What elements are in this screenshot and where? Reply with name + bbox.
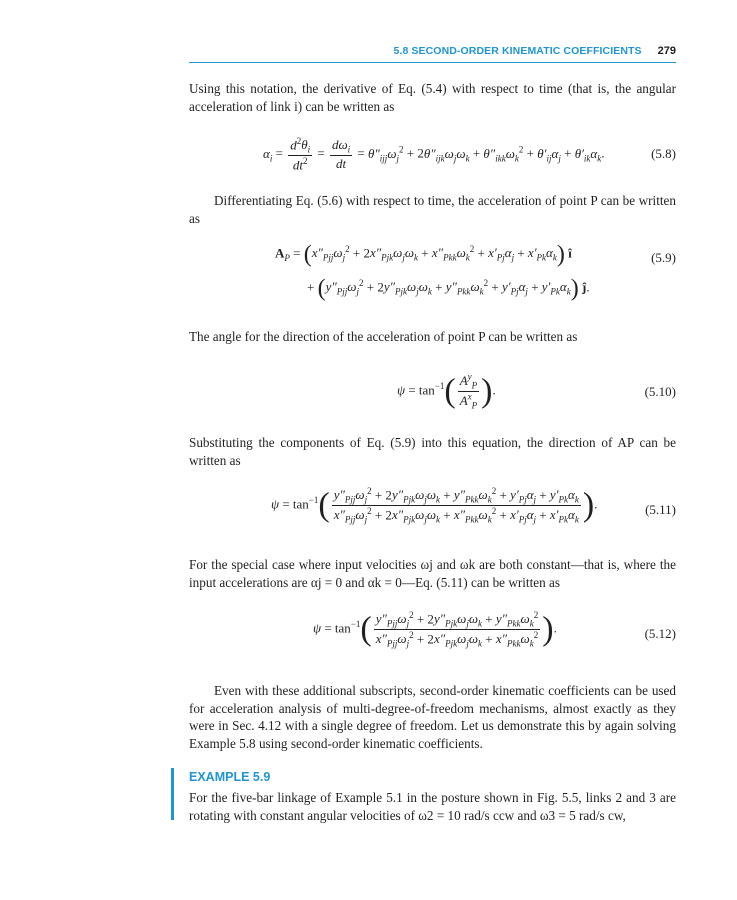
equation-5-12-body: $\psi = \tan^{-1}$( $\frac{y''_{Pjj}\omega_j^2 + 2y''_{Pjk}\omega_j\omega_k + y''_{Pkk}\omega_k^2}{x''_{Pjj}\omega_j^2 + 2x''_{Pjk}\omega_j\omega_k + x''_{Pkk}\omega_k^2}$ ).: [313, 610, 557, 649]
equation-5-11: [189, 486, 676, 534]
example-accent-bar: [171, 768, 174, 820]
running-head: [189, 45, 676, 61]
example-title: EXAMPLE 5.9: [189, 770, 271, 784]
paragraph-6: Even with these additional subscripts, second-order kinematic coefficients can be used for acceleration analysis of multi-degree-of-freedom mechanisms, almost exactly as they were in Sec. 4.12 with a single degree of freedom. Let us demonstrate this by again solving Example 5.8 using second-order kinematic coefficients.: [189, 683, 676, 751]
paragraph-5: For the special case where input velocities ωj and ωk are both constant—that is, where the input accelerations are αj = 0 and αk = 0—Eq. (5.11) can be written as: [189, 557, 676, 590]
equation-5-10: [189, 368, 676, 414]
equation-5-9-line-1: $A_P = (x''_{Pjj}\omega_j^2 + 2x''_{Pjk}\omega_j\omega_k + x''_{Pkk}\omega_k^2 + x'_{Pj}\alpha_j + x'_{Pk}\alpha_k)$ î: [275, 241, 572, 268]
paragraph-1: Using this notation, the derivative of Eq. (5.4) with respect to time (that is, the angular acceleration of link i) can be written as: [189, 81, 676, 114]
equation-number-5-8: (5.8): [651, 146, 676, 161]
equation-5-12: [189, 610, 676, 658]
equation-5-9-line-2: + $(y''_{Pjj}\omega_j^2 + 2y''_{Pjk}\omega_j\omega_k + y''_{Pkk}\omega_k^2 + y'_{Pj}\alpha_j + y'_{Pk}\alpha_k)$ ĵ.: [307, 275, 590, 302]
paragraph-3: The angle for the direction of the acceleration of point P can be written as: [189, 329, 578, 344]
equation-number-5-9: (5.9): [651, 250, 676, 265]
equation-5-8: [189, 136, 676, 172]
equation-5-9: [189, 241, 676, 306]
equation-5-11-body: $\psi = \tan^{-1}$( $\frac{y''_{Pjj}\omega_j^2 + 2y''_{Pjk}\omega_j\omega_k + y''_{Pkk}\omega_k^2 + y'_{Pj}\alpha_j + y'_{Pk}\alpha_k}{x''_{Pjj}\omega_j^2 + 2x''_{Pjk}\omega_j\omega_k + x''_{Pkk}\omega_k^2 + x'_{Pj}\alpha_j + x'_{Pk}\alpha_k}$ ).: [271, 486, 598, 525]
section-title: 5.8 SECOND-ORDER KINEMATIC COEFFICIENTS: [393, 45, 642, 57]
header-rule: [189, 62, 676, 63]
equation-number-5-10: (5.10): [644, 384, 676, 399]
equation-5-8-body: $\alpha_i$ = $\frac{d^2\theta_i}{dt^2}$ = $\frac{d\omega_i}{dt}$ = $\theta''_{ijj}\omega_j^2 + 2\theta''_{ijk}\omega_j\omega_k + \theta''_{ikk}\omega_k^2 + \theta'_{ij}\alpha_j + \theta'_{ik}\alpha_k$.: [263, 136, 605, 173]
paragraph-2: Differentiating Eq. (5.6) with respect to time, the acceleration of point P can be written as: [189, 193, 676, 226]
equation-number-5-11: (5.11): [645, 502, 676, 517]
example-text: For the five-bar linkage of Example 5.1 in the posture shown in Fig. 5.5, links 2 and 3 are rotating with constant angular velocities of ω2 = 10 rad/s ccw and ω3 = 5 rad/s cw,: [189, 790, 676, 823]
equation-number-5-12: (5.12): [644, 626, 676, 641]
page-number: 279: [657, 45, 676, 57]
equation-5-10-body: $\psi = \tan^{-1}$( $\frac{A^y_P}{A^x_P}$ ).: [397, 372, 496, 411]
paragraph-4: Substituting the components of Eq. (5.9) into this equation, the direction of AP can be written as: [189, 435, 676, 468]
